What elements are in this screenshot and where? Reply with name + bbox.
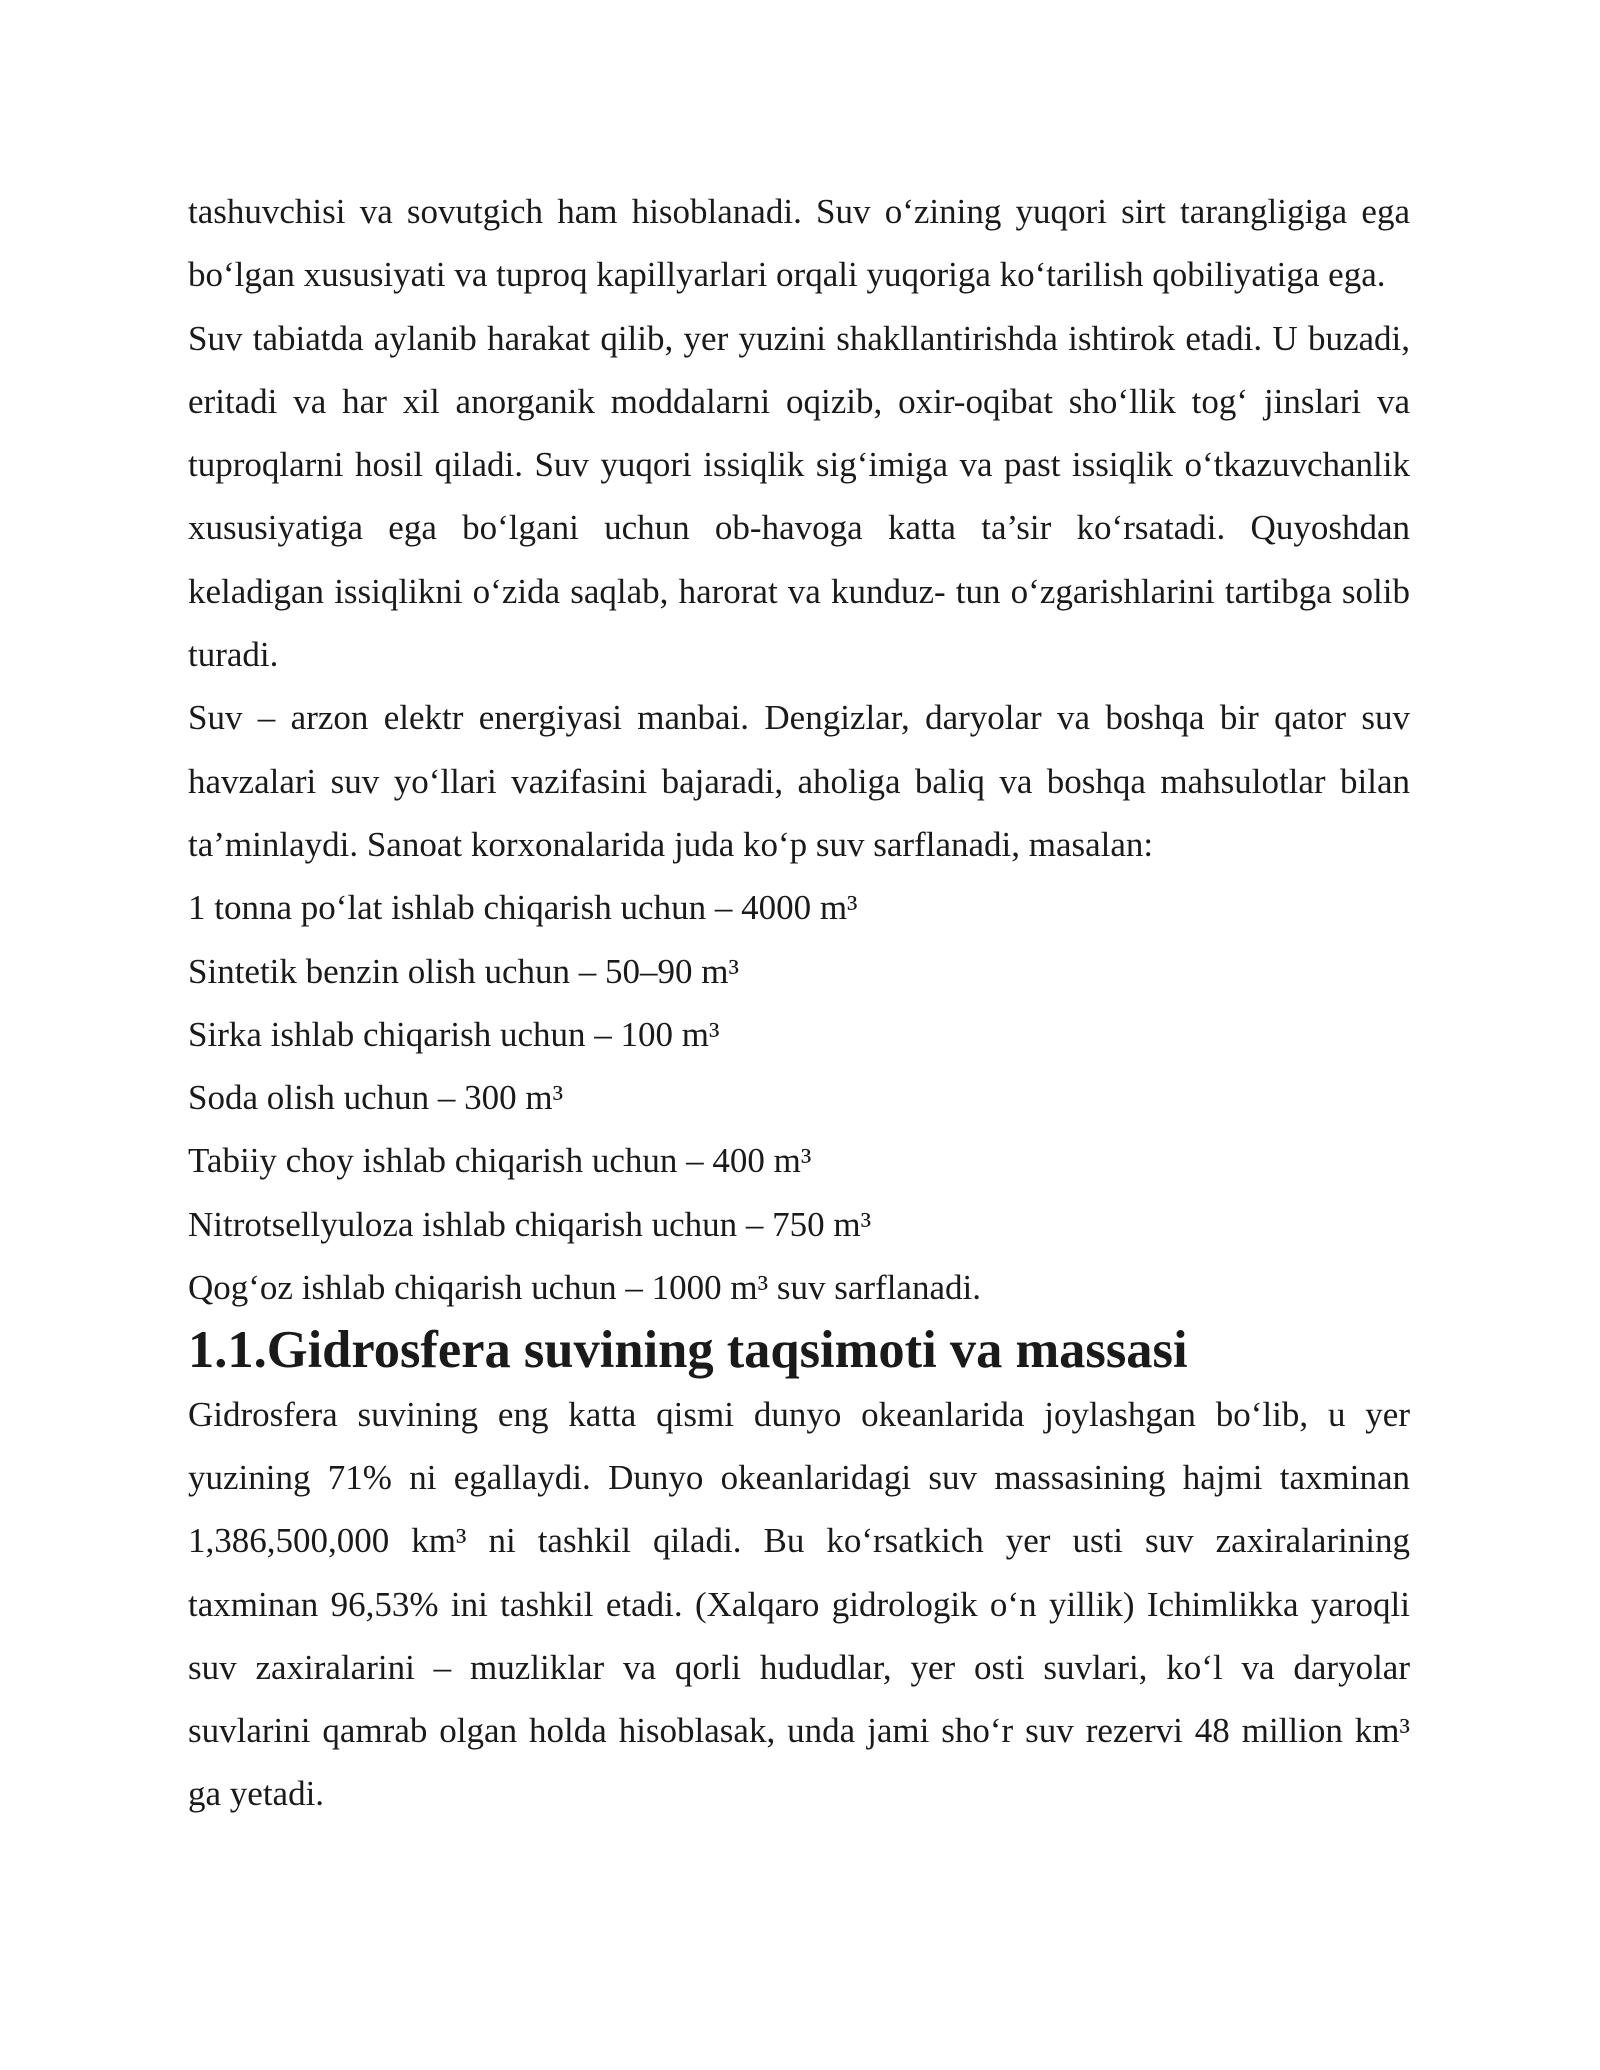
paragraph-water-properties: tashuvchisi va sovutgich ham hisoblanadi. Suv o‘zining yuqori sirt tarangligiga ega bo‘lgan xususiyati va tuproq kapillyarlari orqali yuqoriga ko‘tarilish qobiliyatiga ega. bbox=[188, 192, 1410, 295]
list-item: Sintetik benzin olish uchun – 50–90 m³ bbox=[188, 951, 740, 991]
document-page bbox=[188, 180, 1410, 1826]
paragraph-hydrosphere-distribution: Gidrosfera suvining eng katta qismi dunyo okeanlarida joylashgan bo‘lib, u yer yuzining 71% ni egallaydi. Dunyo okeanlaridagi suv massasining hajmi taxminan 1,386,500,000 km³ ni tashkil qiladi. Bu ko‘rsatkich yer usti suv zaxiralarining taxminan 96,53% ini tashkil etadi. (Xalqaro gidrologik o‘n yillik) Ichimlikka yaroqli suv zaxiralarini – muzliklar va qorli hududlar, yer osti suvlari, ko‘l va daryolar suvlarini qamrab olgan holda hisoblasak, unda jami sho‘r suv rezervi 48 million km³ ga yetadi. bbox=[188, 1394, 1410, 1814]
list-item: Soda olish uchun – 300 m³ bbox=[188, 1078, 564, 1118]
paragraph-water-energy: Suv – arzon elektr energiyasi manbai. Dengizlar, daryolar va boshqa bir qator suv havzalari suv yo‘llari vazifasini bajaradi, aholiga baliq va boshqa mahsulotlar bilan ta’minlaydi. Sanoat korxonalarida juda ko‘p suv sarflanadi, masalan: bbox=[188, 698, 1410, 864]
paragraph-water-cycle: Suv tabiatda aylanib harakat qilib, yer yuzini shakllantirishda ishtirok etadi. U buzadi, eritadi va har xil anorganik moddalarni oqizib, oxir-oqibat sho‘llik tog‘ jinslari va tuproqlarni hosil qiladi. Suv yuqori issiqlik sig‘imiga va past issiqlik o‘tkazuvchanlik xususiyatiga ega bo‘lgani uchun ob-havoga katta ta’sir ko‘rsatadi. Quyoshdan keladigan issiqlikni o‘zida saqlab, harorat va kunduz- tun o‘zgarishlarini tartibga solib turadi. bbox=[188, 318, 1410, 675]
list-item: Qog‘oz ishlab chiqarish uchun – 1000 m³ suv sarflanadi. bbox=[188, 1268, 981, 1308]
consumption-list bbox=[188, 876, 1410, 1319]
list-item: Sirka ishlab chiqarish uchun – 100 m³ bbox=[188, 1014, 720, 1054]
list-item: Nitrotsellyuloza ishlab chiqarish uchun – 750 m³ bbox=[188, 1204, 872, 1244]
list-item: Tabiiy choy ishlab chiqarish uchun – 400 m³ bbox=[188, 1141, 812, 1181]
list-item: 1 tonna po‘lat ishlab chiqarish uchun – 4000 m³ bbox=[188, 888, 858, 928]
section-heading: 1.1.Gidrosfera suvining taqsimoti va massasi bbox=[188, 1321, 1188, 1380]
